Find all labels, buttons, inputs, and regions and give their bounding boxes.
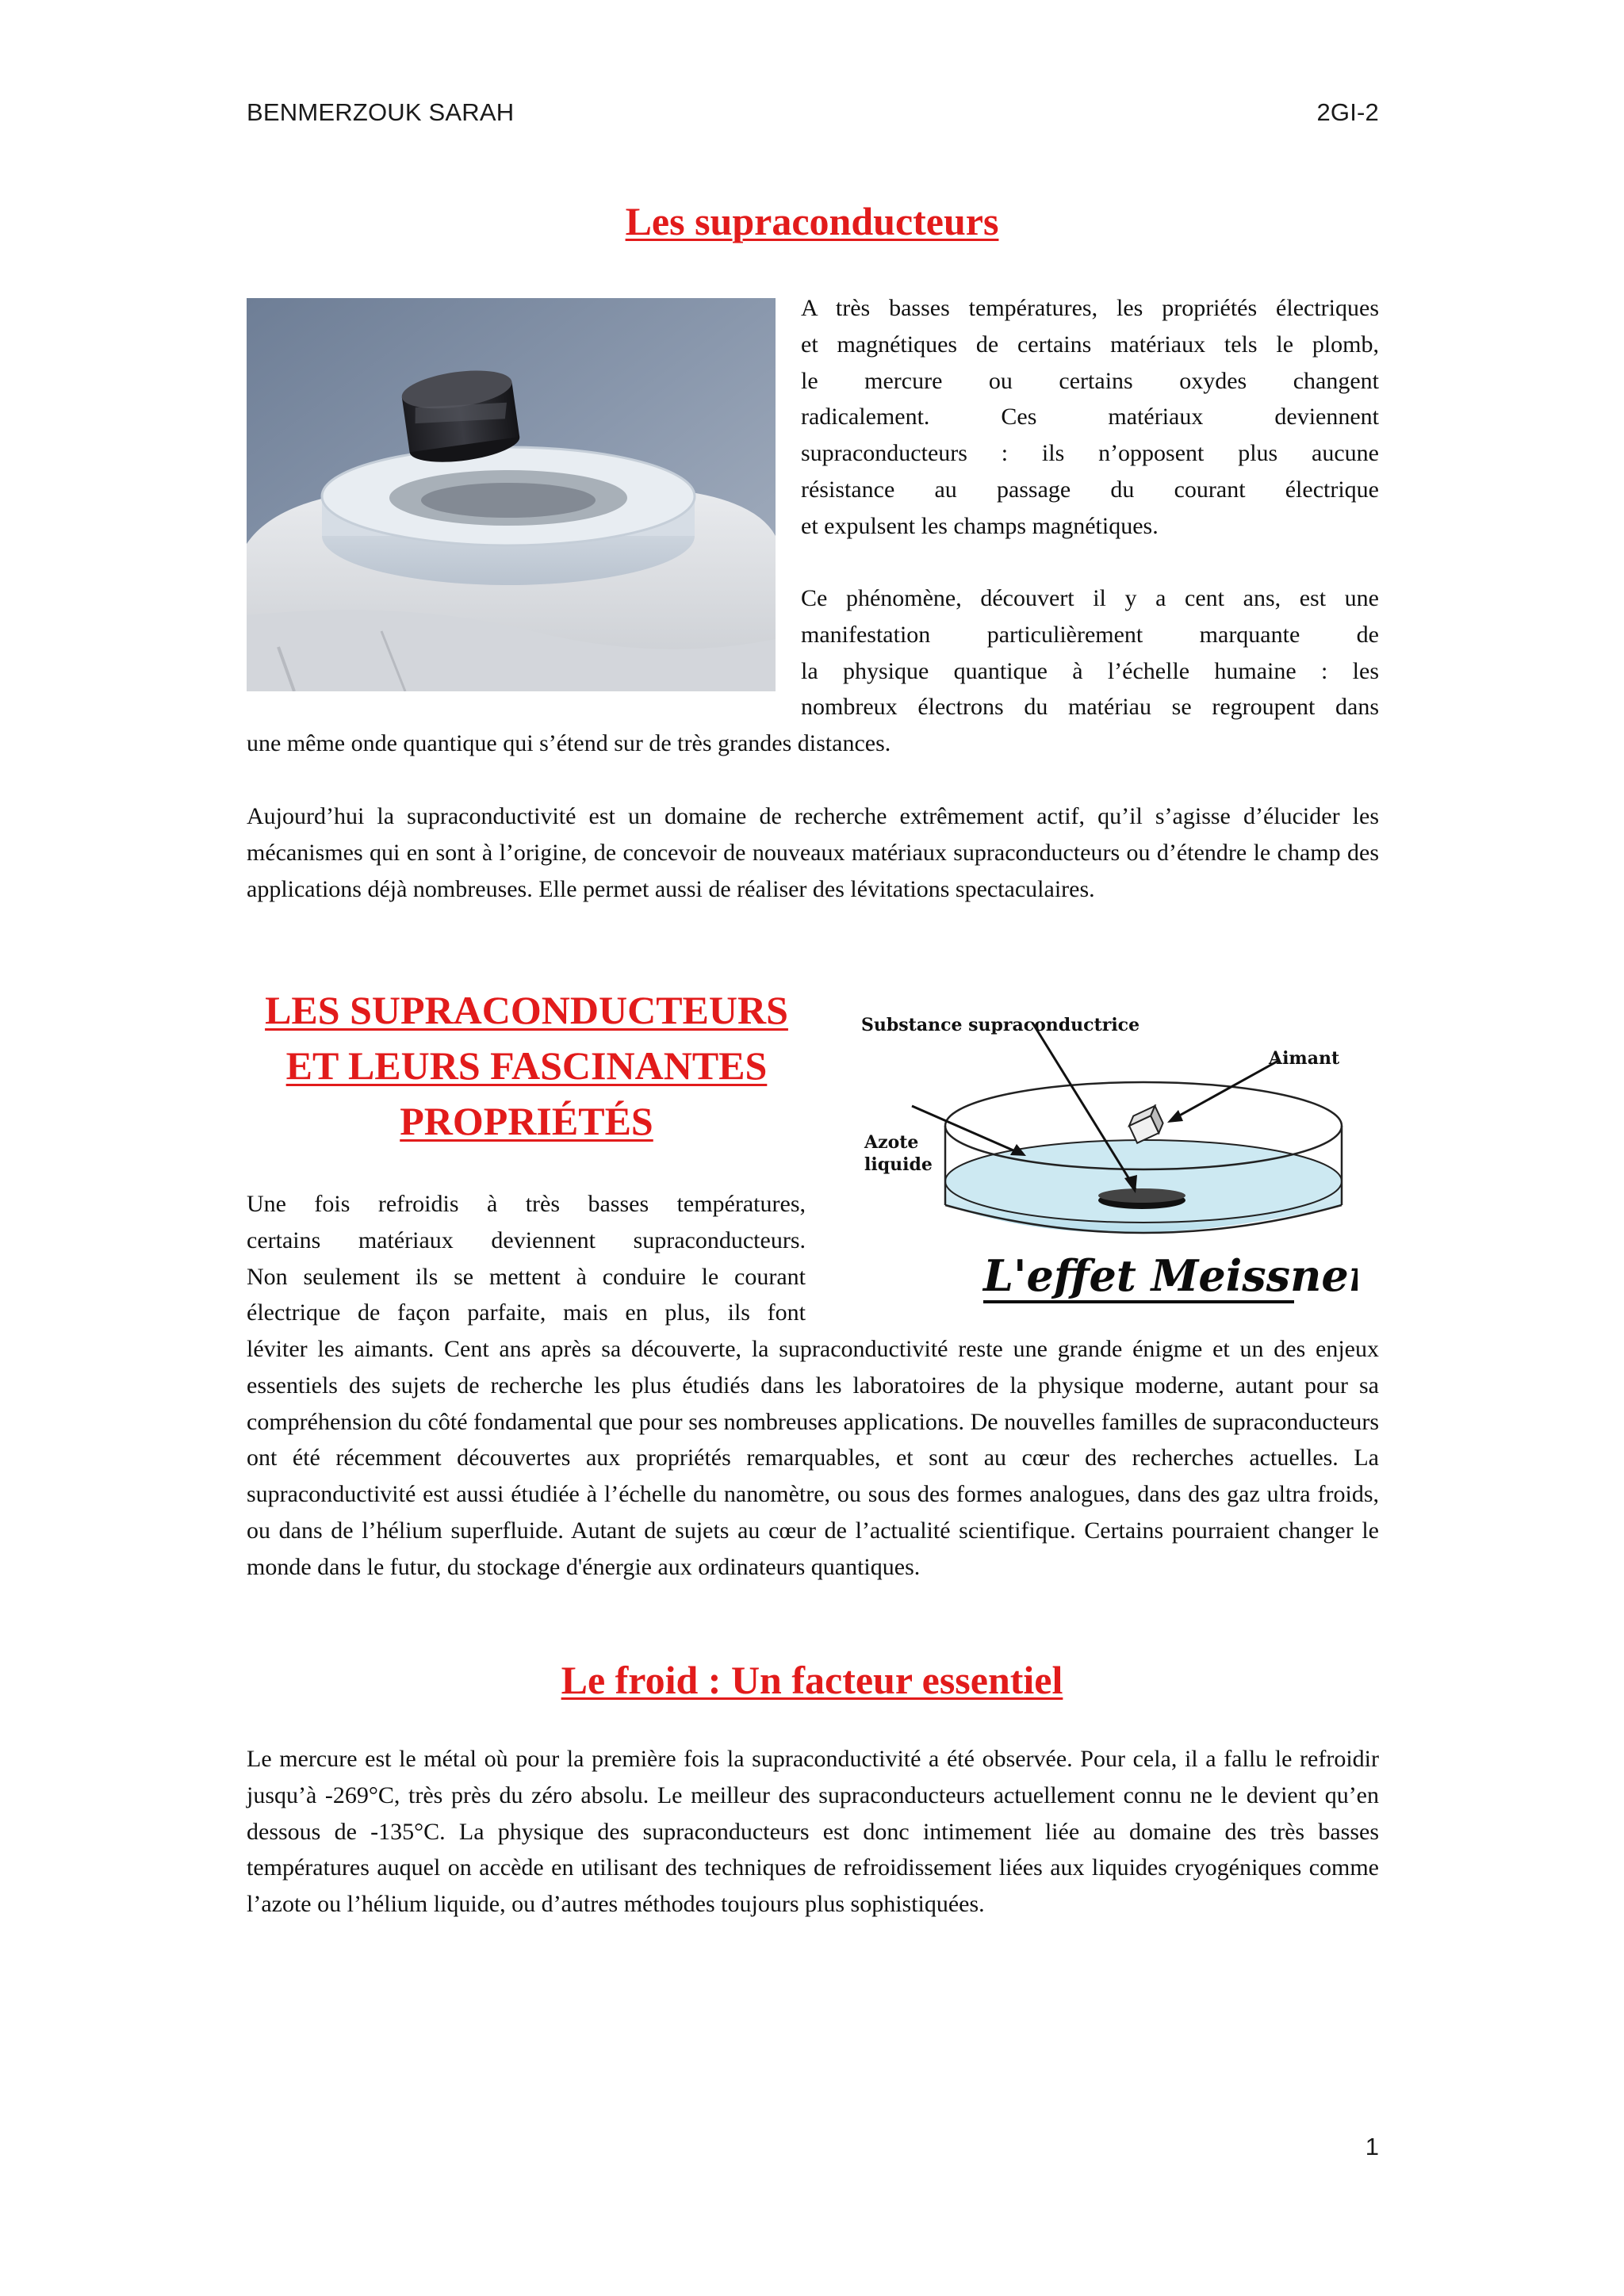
header-class-code: 2GI-2 bbox=[1316, 98, 1379, 126]
page-number: 1 bbox=[1365, 2133, 1379, 2160]
intro-line: résistance au passage du courant électrique bbox=[801, 476, 1379, 503]
column-line: certains matériaux deviennent supraconducteurs. bbox=[247, 1226, 806, 1253]
heading-line: PROPRIÉTÉS bbox=[400, 1099, 653, 1143]
intro-line: la physique quantique à l’échelle humaine : les bbox=[801, 657, 1379, 684]
intro-paragraph-1 bbox=[801, 290, 1379, 545]
label-liquide: liquide bbox=[864, 1154, 933, 1175]
intro-line: manifestation particulièrement marquante de bbox=[801, 621, 1379, 648]
intro-line: et magnétiques de certains matériaux tels le plomb, bbox=[801, 331, 1379, 358]
intro-line: supraconducteurs : ils n’opposent plus aucune bbox=[801, 440, 1379, 467]
intro-line: A très basses températures, les propriétés électriques bbox=[801, 295, 1379, 321]
intro-line: radicalement. Ces matériaux deviennent bbox=[801, 404, 1379, 430]
label-aimant: Aimant bbox=[1269, 1048, 1340, 1069]
intro-line: et expulsent les champs magnétiques. bbox=[801, 512, 1159, 539]
section2-full-text: léviter les aimants. Cent ans après sa découverte, la supraconductivité reste une grande énigme et un des enjeux essentiels des sujets de recherche les plus étudiés dans les laboratoires de la physique moderne, autant pour sa compréhension du côté fondamental que pour ses nombreuses applications. De nouvelles familles de supraconducteurs ont été récemment découvertes aux propriétés remarquables, et sont au cœur des recherches actuelles. La supraconductivité est aussi étudiée à l’échelle du nanomètre, ou sous des formes analogues, dans des gaz ultra froids, ou dans de l’hélium superfluide. Autant de sujets au cœur de l’actualité scientifique. Certains pourraient changer le monde dans le futur, du stockage d'énergie aux ordinateurs quantiques. bbox=[247, 1336, 1379, 1580]
label-substance: Substance supraconductrice bbox=[861, 1015, 1140, 1035]
section2-column-text bbox=[247, 1186, 806, 1331]
label-azote: Azote bbox=[864, 1132, 919, 1153]
column-line: électrique de façon parfaite, mais en plus, ils font bbox=[247, 1299, 806, 1326]
heading-line: ET LEURS FASCINANTES bbox=[285, 1043, 768, 1088]
column-line: Une fois refroidis à très basses températures, bbox=[247, 1191, 806, 1217]
intro-paragraph-3: Aujourd’hui la supraconductivité est un domaine de recherche extrêmement actif, qu’il s’agisse d’élucider les mécanismes qui en sont à l’origine, de concevoir de nouveaux matériaux supraconducteurs ou d’étendre le champ des applications déjà nombreuses. Elle permet aussi de réaliser des lévitations spectaculaires. bbox=[247, 803, 1379, 902]
section-heading-cold: Le froid : Un facteur essentiel bbox=[561, 1658, 1063, 1702]
meissner-effect-diagram bbox=[850, 991, 1358, 1324]
intro-paragraph-2 bbox=[801, 580, 1379, 725]
page-title: Les supraconducteurs bbox=[625, 199, 999, 243]
levitation-photo bbox=[247, 298, 776, 691]
header-author: BENMERZOUK SARAH bbox=[247, 98, 515, 126]
section3-text: Le mercure est le métal où pour la première fois la supraconductivité a été observée. Pour cela, il a fallu le refroidir jusqu’à -269°C, très près du zéro absolu. Le meilleur des supraconducteurs actuellement connu ne le devient qu’en dessous de -135°C. La physique des supraconducteurs est donc intimement liée au domaine des très basses températures auquel on accède en utilisant des techniques de refroidissement liées aux liquides cryogéniques comme l’azote ou l’hélium liquide, ou d’autres méthodes toujours plus sophistiquées. bbox=[247, 1746, 1379, 1918]
diagram-caption: L'effet Meissner bbox=[983, 1250, 1358, 1301]
intro-line: Ce phénomène, découvert il y a cent ans, est une bbox=[801, 585, 1379, 611]
section-heading-properties bbox=[247, 982, 806, 1149]
intro-paragraph-2-tail: une même onde quantique qui s’étend sur de très grandes distances. bbox=[247, 730, 891, 756]
column-line: Non seulement ils se mettent à conduire le courant bbox=[247, 1263, 806, 1290]
intro-line: le mercure ou certains oxydes changent bbox=[801, 367, 1379, 394]
intro-line: nombreux électrons du matériau se regroupent dans bbox=[801, 694, 1379, 721]
heading-line: LES SUPRACONDUCTEURS bbox=[265, 988, 788, 1032]
